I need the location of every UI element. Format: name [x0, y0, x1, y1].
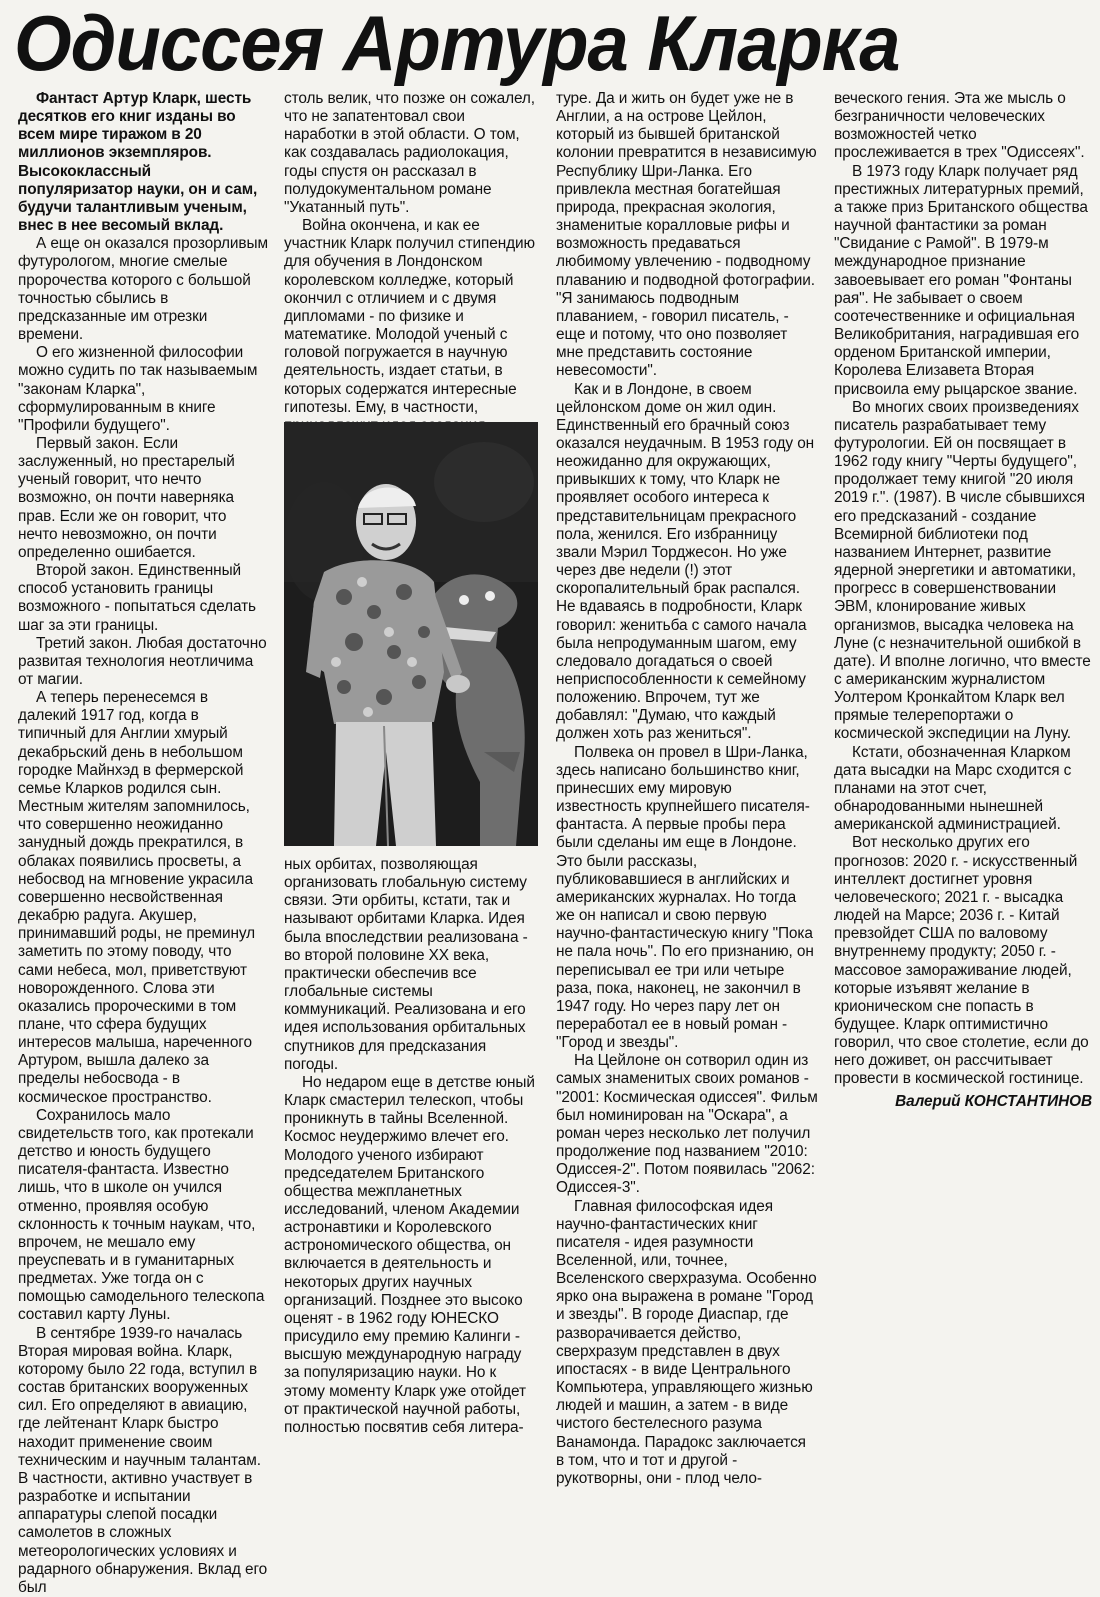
column-4: [834, 90, 1092, 1111]
paragraph: Вот несколько других его прогнозов: 2020 г. - искусственный интеллект достигнет уровня человеческого; 2021 г. - высадка людей на Марсе; 2036 г. - Китай превзойдет США по валовому внутреннему продукту; 2050 г. - массовое замораживание людей, которые изъявят желание в крионическом сне попасть в будущее. Кларк оптимистично говорил, что свое столетие, если до него доживет, он рассчитывает провести в космической гостинице.: [834, 834, 1089, 1088]
paragraph: Как и в Лондоне, в своем цейлонском доме он жил один. Единственный его брачный союз оказался неудачным. В 1953 году он неожиданно для окружающих, привыкших к тому, что Кларк не проявляет особого интереса к представительницам прекрасного пола, женился. Его избранницу звали Мэрил Торджесон. Но уже через две недели (!) этот скоропалительный брак распался. Не вдаваясь в подробности, Кларк говорил: женитьба с самого начала была непродуманным шагом, ему следовало догадаться о своей неприспособленности к семейному положению. Впрочем, тут же добавлял: "Думаю, что каждый должен хоть раз жениться".: [556, 380, 815, 743]
column-2-top: [284, 90, 536, 453]
paragraph: А еще он оказался прозорливым футурологом, многие смелые пророчества которого с большой точностью сбылись в предсказанные им отрезки времени.: [18, 235, 268, 344]
paragraph: Полвека он провел в Шри-Ланка, здесь написано большинство книг, принесших ему мировую известность крупнейшего писателя-фантаста. А первые пробы пера были сделаны им еще в Лондоне. Это были рассказы, публиковавшиеся в английских и американских журналах. Но тогда же он написал и свою первую научно-фантастическую книгу "Пока не пала ночь". По его признанию, он переписывал ее три или четыре раза, пока, наконец, не закончил в 1947 году. Но через пару лет он переработал ее в новый роман - "Город и звезды".: [556, 743, 814, 1052]
paragraph: Первый закон. Если заслуженный, но престарелый ученый говорит, что нечто возможно, он почти наверняка прав. Если же он говорит, что нечто невозможно, он почти определенно ошибается.: [18, 434, 235, 561]
paragraph: Третий закон. Любая достаточно развитая технология неотличима от магии.: [18, 634, 267, 688]
headline: Одиссея Артура Кларка: [14, 0, 900, 87]
paragraph: Второй закон. Единственный способ установить границы возможного - попытаться сделать шаг за эти границы.: [18, 562, 256, 634]
paragraph: Главная философская идея научно-фантастических книг писателя - идея разумности Вселенной, или, точнее, Вселенского сверхразума. Особенно ярко она выражена в романе "Город и звезды". В городе Диаспар, где разворачивается действо, сверхразум представлен в двух ипостасях - в виде Центрального Компьютера, управляющего жизнью людей и машин, а затем - в виде чистого бестелесного разума Ванамонда. Парадокс заключается в том, что и тот и другой - рукотворны, они - плод чело-: [556, 1197, 817, 1487]
paragraph: На Цейлоне он сотворил один из самых знаменитых своих романов - "2001: Космическая одиссея". Фильм был номинирован на "Оскара", а роман через несколько лет получил продолжение под названием "2010: Одиссея-2". Потом появилась "2062: Одиссея-3".: [556, 1052, 818, 1197]
photo-clarke-with-dinosaur: [284, 422, 538, 846]
author-byline: Валерий КОНСТАНТИНОВ: [895, 1092, 1092, 1110]
paragraph: О его жизненной философии можно судить по так называемым "законам Кларка", сформулированным в книге "Профили будущего".: [18, 344, 258, 434]
paragraph: Кстати, обозначенная Кларком дата высадки на Марс сходится с планами на этот счет, обнародованными нынешней американской администрацией.: [834, 743, 1072, 834]
column-1: [18, 90, 268, 1597]
column-2-bottom: [284, 856, 536, 1437]
paragraph: Во многих своих произведениях писатель разрабатывает тему футурологии. Ей он посвящает в 1962 году книгу "Черты будущего", продолжает тему книгой "20 июля 2019 г.". (1987). В числе сбывшихся его предсказаний - создание Всемирной библиотеки под названием Интернет, развитие ядерной энергетики и автоматики, прогресс в совершенствовании ЭВМ, клонирование живых организмов, высадка человека на Луне (с незначительной ошибкой в дате). И вполне логично, что вместе с американским журналистом Уолтером Кронкайтом Кларк вел прямые телерепортажи о космической экспедиции на Луну.: [834, 398, 1091, 743]
paragraph: Но недаром еще в детстве юный Кларк смастерил телескоп, чтобы проникнуть в тайны Вселенной. Космос неудержимо влечет его. Молодого ученого избирают председателем Британского общества межпланетных исследований, членом Академии астронавтики и Королевского астрономического общества, он включается в деятельность и некоторых других научных организаций. Позднее это высоко оценят - в 1962 году ЮНЕСКО присудило ему премию Калинги - высшую международную награду за популяризацию науки. Но к этому моменту Кларк уже отойдет от практической научной работы, полностью посвятив себя литера-: [284, 1073, 535, 1436]
paragraph: А теперь перенесемся в далекий 1917 год, когда в типичный для Англии хмурый декабрьский день в небольшом городке Майнхэд в фермерской семье Кларков родился сын. Местным жителям запомнилось, что совершенно неожиданно занудный дождь прекратился, в облаках появились просветы, а небосвод на мгновение украсила совершенно несвойственная декабрю радуга. Акушер, принимавший роды, не преминул заметить по этому поводу, что сами небеса, мол, приветствуют новорожденного. Слова эти оказались пророческими в том плане, что сфера будущих интересов малыша, нареченного Артуром, вышла далеко за пределы небосвода - в космическое пространство.: [18, 689, 255, 1106]
paragraph: туре. Да и жить он будет уже не в Англии, а на острове Цейлон, который из бывшей британской колонии превратится в независимую Республику Шри-Ланка. Его привлекла местная богатейшая природа, прекрасная экология, знаменитые коралловые рифы и возможность предаваться любимому увлечению - подводному плаванию и подводной фотографии. "Я занимаюсь подводным плаванием, - говорил писатель, - еще и потому, что оно позволяет мне представить состояние невесомости".: [556, 90, 817, 380]
paragraph: столь велик, что позже он сожалел, что не запатентовал свои наработки в этой области. О том, как создавалась радиолокация, годы спустя он рассказал в полудокументальном романе "Укатанный путь".: [284, 90, 535, 216]
paragraph: ных орбитах, позволяющая организовать глобальную систему связи. Эти орбиты, кстати, так и называют орбитами Кларка. Идея была впоследствии реализована - во второй половине XX века, практически обеспечив все глобальные системы коммуникаций. Реализована и его идея использования орбитальных спутников для предсказания погоды.: [284, 856, 528, 1073]
paragraph: веческого гения. Эта же мысль о безграничности человеческих возможностей четко прослеживается в трех "Одиссеях".: [834, 90, 1085, 162]
paragraph: В 1973 году Кларк получает ряд престижных литературных премий, а также приз Британского общества научной фантастики за роман "Свидание с Рамой". В 1979-м международное признание завоевывает его роман "Фонтаны рая". Не забывает о своем соотечественнике и официальная Великобритания, наградившая его орденом Британской империи, Королева Елизавета Вторая присвоила ему рыцарское звание.: [834, 162, 1088, 398]
column-3: [556, 90, 818, 1488]
paragraph: Война окончена, и как ее участник Кларк получил стипендию для обучения в Лондонском королевском колледже, который окончил с отличием и с двумя дипломами - по физике и математике. Молодой ученый с головой погружается в научную деятельность, издает статьи, в которых содержатся интересные гипотезы. Ему, в частности,: [284, 217, 535, 416]
lead-paragraph: Фантаст Артур Кларк, шесть десятков его книг изданы во всем мире тиражом в 20 миллионов экземпляров. Высококлассный популяризатор науки, он и сам, будучи талантливым ученым, внес в нее весомый вклад.: [18, 90, 258, 235]
paragraph: Сохранилось мало свидетельств того, как протекали детство и юность будущего писателя-фантаста. Известно лишь, что в школе он учился отменно, проявляя особую склонность к точным наукам, что, впрочем, не мешало ему преуспевать и в гуманитарных предметах. Уже тогда он с помощью самодельного телескопа составил карту Луны.: [18, 1106, 265, 1324]
paragraph: В сентябре 1939-го началась Вторая мировая война. Кларк, которому было 22 года, вступил в состав британских вооруженных сил. Его определяют в авиацию, где лейтенант Кларк быстро находит применение своим техническим и научным талантам. В частности, активно участвует в разработке и испытании аппаратуры слепой посадки самолетов в сложных метеорологических условиях и радарного обнаружения. Вклад его был: [18, 1324, 268, 1596]
photo-illustration: [284, 422, 538, 846]
